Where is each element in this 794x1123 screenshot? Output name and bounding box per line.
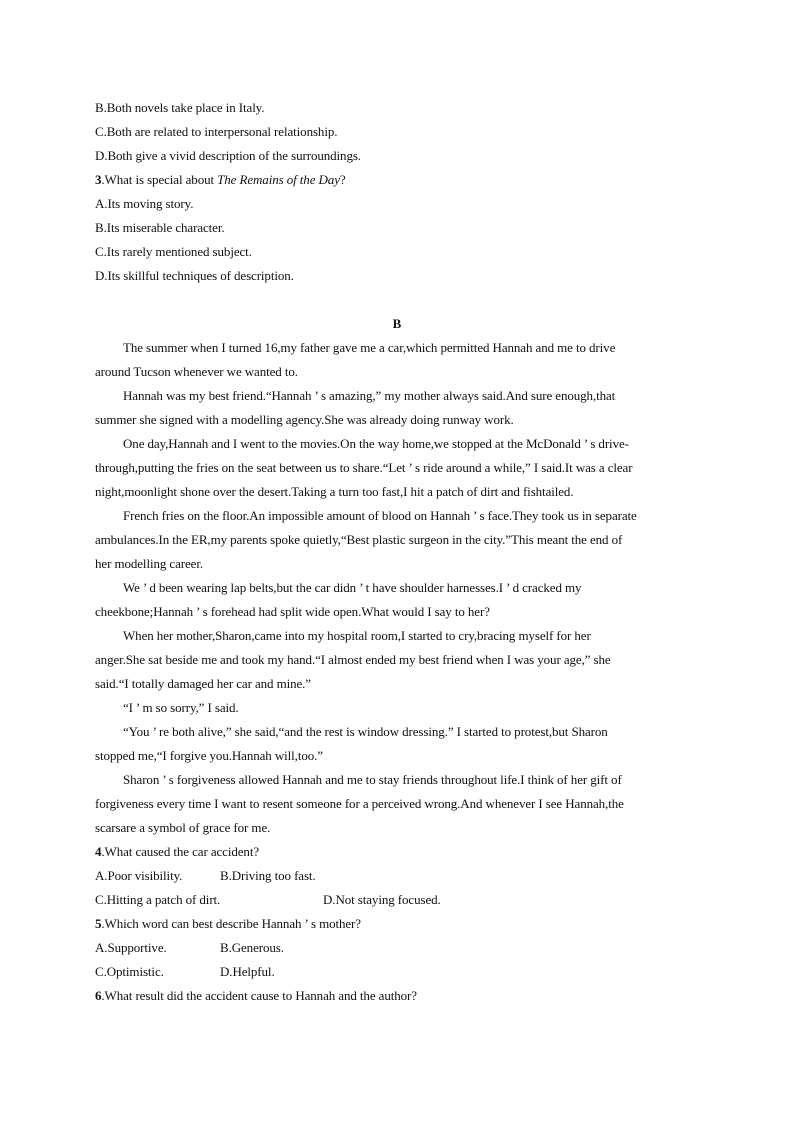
passage-line: Hannah was my best friend.“Hannah ’ s amazing,” my mother always said.And sure enough,that bbox=[123, 388, 616, 403]
question-number: 4 bbox=[95, 844, 102, 859]
question-4 bbox=[95, 844, 259, 860]
q5-options-row-1 bbox=[95, 940, 284, 956]
q2-option-b: B.Both novels take place in Italy. bbox=[95, 100, 265, 115]
passage-line: Sharon ’ s forgiveness allowed Hannah and me to stay friends throughout life.I think of her gift of bbox=[123, 772, 622, 787]
q4-option-c: C.Hitting a patch of dirt. bbox=[95, 892, 221, 907]
passage-line: said.“I totally damaged her car and mine.” bbox=[95, 676, 311, 691]
q4-option-b: B.Driving too fast. bbox=[220, 868, 316, 883]
q4-option-d: D.Not staying focused. bbox=[323, 892, 441, 907]
q3-option-b: B.Its miserable character. bbox=[95, 220, 225, 235]
passage-line: around Tucson whenever we wanted to. bbox=[95, 364, 298, 379]
question-6 bbox=[95, 988, 417, 1004]
passage-line: We ’ d been wearing lap belts,but the car didn ’ t have shoulder harnesses.I ’ d cracked my bbox=[123, 580, 582, 595]
book-title: The Remains of the Day bbox=[217, 172, 340, 187]
passage-line: night,moonlight shone over the desert.Taking a turn too fast,I hit a patch of dirt and fishtailed. bbox=[95, 484, 574, 499]
q5-option-c: C.Optimistic. bbox=[95, 964, 164, 979]
question-3 bbox=[95, 172, 346, 188]
q3-option-d: D.Its skillful techniques of description. bbox=[95, 268, 294, 283]
passage-line: stopped me,“I forgive you.Hannah will,too.” bbox=[95, 748, 323, 763]
passage-line: anger.She sat beside me and took my hand.“I almost ended my best friend when I was your age,” she bbox=[95, 652, 611, 667]
passage-line: summer she signed with a modelling agency.She was already doing runway work. bbox=[95, 412, 514, 427]
passage-line: One day,Hannah and I went to the movies.On the way home,we stopped at the McDonald ’ s drive- bbox=[123, 436, 629, 451]
passage-line: “I ’ m so sorry,” I said. bbox=[123, 700, 239, 715]
question-number: 5 bbox=[95, 916, 102, 931]
question-text: .What is special about bbox=[101, 172, 218, 187]
q5-option-d: D.Helpful. bbox=[220, 964, 275, 979]
passage-line: French fries on the floor.An impossible amount of blood on Hannah ’ s face.They took us in separate bbox=[123, 508, 637, 523]
question-number: 6 bbox=[95, 988, 102, 1003]
section-title: B bbox=[392, 316, 402, 331]
passage-line: her modelling career. bbox=[95, 556, 203, 571]
passage-line: cheekbone;Hannah ’ s forehead had split wide open.What would I say to her? bbox=[95, 604, 490, 619]
passage-line: The summer when I turned 16,my father gave me a car,which permitted Hannah and me to drive bbox=[123, 340, 616, 355]
passage-line: scarsare a symbol of grace for me. bbox=[95, 820, 271, 835]
q5-option-b: B.Generous. bbox=[220, 940, 284, 955]
q5-option-a: A.Supportive. bbox=[95, 940, 167, 955]
question-mark: ? bbox=[339, 172, 346, 187]
question-text: .What caused the car accident? bbox=[101, 844, 260, 859]
passage-line: ambulances.In the ER,my parents spoke quietly,“Best plastic surgeon in the city.”This meant the end of bbox=[95, 532, 623, 547]
q4-options-row-1 bbox=[95, 868, 316, 884]
q3-option-a: A.Its moving story. bbox=[95, 196, 194, 211]
passage-line: through,putting the fries on the seat between us to share.“Let ’ s ride around a while,” I said.It was a clear bbox=[95, 460, 633, 475]
question-number: 3 bbox=[95, 172, 102, 187]
q4-option-a: A.Poor visibility. bbox=[95, 868, 183, 883]
question-5 bbox=[95, 916, 361, 932]
q2-option-d: D.Both give a vivid description of the surroundings. bbox=[95, 148, 361, 163]
passage-line: When her mother,Sharon,came into my hospital room,I started to cry,bracing myself for her bbox=[123, 628, 591, 643]
q3-option-c: C.Its rarely mentioned subject. bbox=[95, 244, 252, 259]
question-text: .Which word can best describe Hannah ’ s mother? bbox=[101, 916, 361, 931]
question-text: .What result did the accident cause to Hannah and the author? bbox=[101, 988, 417, 1003]
passage-line: “You ’ re both alive,” she said,“and the rest is window dressing.” I started to protest,but Sharon bbox=[123, 724, 608, 739]
q4-options-row-2 bbox=[95, 892, 441, 908]
passage-line: forgiveness every time I want to resent someone for a perceived wrong.And whenever I see Hannah,the bbox=[95, 796, 624, 811]
q5-options-row-2 bbox=[95, 964, 275, 980]
q2-option-c: C.Both are related to interpersonal relationship. bbox=[95, 124, 338, 139]
